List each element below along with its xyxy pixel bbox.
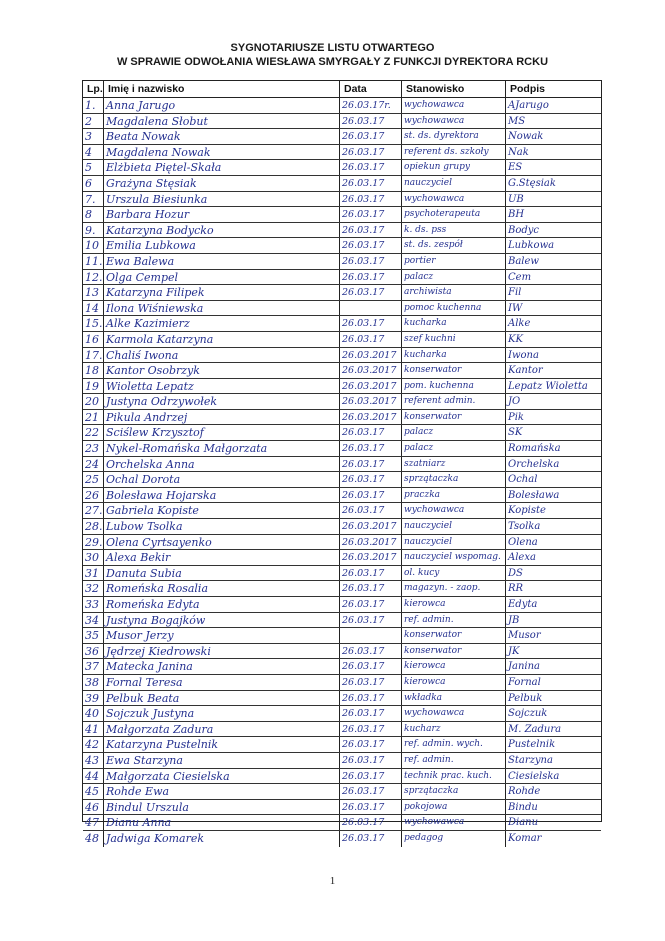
cell-date: 26.03.17 xyxy=(340,129,402,144)
table-row xyxy=(83,753,601,769)
cell-lp: 12. xyxy=(85,270,103,284)
cell-date: 26.03.17 xyxy=(340,753,402,768)
header-signature: Podpis xyxy=(510,83,546,95)
table-row xyxy=(83,815,601,831)
cell-signature: Bodyc xyxy=(508,224,540,236)
table-row xyxy=(83,784,601,800)
cell-date: 26.03.17 xyxy=(340,566,402,581)
cell-lp: 1. xyxy=(83,98,104,113)
cell-date: 26.03.17 xyxy=(340,285,402,300)
cell-lp: 39 xyxy=(83,691,104,706)
cell-lp: 43 xyxy=(83,753,104,768)
cell-name: Lubow Tsolka xyxy=(104,519,340,534)
cell-lp: 36 xyxy=(83,644,104,659)
table-row xyxy=(83,659,601,675)
table-row xyxy=(83,488,601,504)
table-row xyxy=(83,192,601,208)
cell-lp: 24 xyxy=(83,457,104,472)
table-row xyxy=(83,410,601,426)
table-row xyxy=(83,129,601,145)
table-row xyxy=(83,285,601,301)
cell-date: 26.03.17 xyxy=(340,472,402,487)
cell-position: opiekun grupy xyxy=(402,160,506,175)
signatories-table xyxy=(82,80,602,845)
cell-name: Bolesława Hojarska xyxy=(104,488,340,503)
cell-date: 26.03.17 xyxy=(340,223,402,238)
cell-signature: Ciesielska xyxy=(508,770,560,782)
cell-position: sprzątaczka xyxy=(402,472,506,487)
cell-position: psychoterapeuta xyxy=(402,207,506,222)
cell-signature: Pik xyxy=(508,411,524,423)
table-row xyxy=(83,223,601,239)
cell-signature: Lepatz Wioletta xyxy=(508,380,588,392)
cell-lp: 48 xyxy=(83,831,104,847)
table-row xyxy=(83,332,601,348)
table-header xyxy=(83,81,601,98)
cell-name: Kantor Osobrzyk xyxy=(104,363,340,378)
table-row xyxy=(83,675,601,691)
table-row xyxy=(83,176,601,192)
table-row xyxy=(83,628,601,644)
cell-lp: 3 xyxy=(83,129,104,144)
cell-signature: Nowak xyxy=(508,131,544,143)
cell-lp: 18 xyxy=(83,363,104,378)
table-row xyxy=(83,566,601,582)
cell-lp: 44 xyxy=(83,769,104,784)
cell-name: Orchelska Anna xyxy=(104,457,340,472)
cell-name: Katarzyna Filipek xyxy=(104,285,340,300)
cell-date: 26.03.2017 xyxy=(340,379,402,394)
cell-position: wychowawca xyxy=(402,192,506,207)
cell-position: k. ds. pss xyxy=(402,223,506,238)
cell-signature: MS xyxy=(508,115,526,127)
table-row xyxy=(83,114,601,130)
cell-date: 26.03.17 xyxy=(340,831,402,847)
header-date: Data xyxy=(340,81,402,97)
cell-date: 26.03.17 xyxy=(340,114,402,129)
cell-position: palacz xyxy=(402,425,506,440)
cell-signature: Fil xyxy=(508,287,522,299)
cell-lp: 20 xyxy=(83,394,104,409)
cell-position: konserwator xyxy=(402,363,506,378)
cell-signature: Alke xyxy=(508,318,531,330)
cell-lp: 25 xyxy=(83,472,104,487)
table-row xyxy=(83,98,601,114)
cell-signature: Rohde xyxy=(508,786,541,798)
table-row xyxy=(83,457,601,473)
cell-name: Pelbuk Beata xyxy=(104,691,340,706)
cell-date: 26.03.17 xyxy=(340,207,402,222)
cell-date: 26.03.17 xyxy=(340,769,402,784)
cell-lp: 42 xyxy=(83,737,104,752)
cell-signature: JB xyxy=(508,614,520,626)
cell-date: 26.03.17 xyxy=(340,503,402,518)
cell-date: 26.03.17 xyxy=(340,192,402,207)
cell-signature: Nak xyxy=(508,146,529,158)
table-row xyxy=(83,425,601,441)
table-row xyxy=(83,270,601,286)
cell-date: 26.03.17 xyxy=(340,800,402,815)
cell-date: 26.03.17 xyxy=(340,659,402,674)
cell-position: st. ds. zespół xyxy=(402,238,506,253)
cell-position: pedagog xyxy=(402,831,506,847)
cell-signature: Janina xyxy=(508,661,541,673)
cell-signature: G.Stęsiak xyxy=(508,177,556,189)
cell-signature: Iwona xyxy=(508,349,539,361)
cell-lp: 5 xyxy=(83,160,104,175)
cell-name: Bindul Urszula xyxy=(104,800,340,815)
cell-position: sprzątaczka xyxy=(402,784,506,799)
cell-date: 26.03.17 xyxy=(340,332,402,347)
cell-name: Jadwiga Komarek xyxy=(104,831,340,847)
cell-date: 26.03.17 xyxy=(340,238,402,253)
cell-signature: Komar xyxy=(508,832,542,844)
cell-date xyxy=(340,628,402,643)
cell-lp: 23 xyxy=(83,441,104,456)
cell-date: 26.03.17 xyxy=(340,675,402,690)
cell-position: kierowca xyxy=(402,597,506,612)
cell-name: Alke Kazimierz xyxy=(104,316,340,331)
cell-date: 26.03.17 xyxy=(340,691,402,706)
cell-lp: 19 xyxy=(83,379,104,394)
cell-position: konserwator xyxy=(402,628,506,643)
table-row xyxy=(83,145,601,161)
cell-lp: 10 xyxy=(83,238,104,253)
cell-signature: ES xyxy=(508,162,523,174)
table-row xyxy=(83,160,601,176)
cell-lp: 40 xyxy=(83,706,104,721)
cell-signature: AJarugo xyxy=(508,100,549,111)
cell-signature: IW xyxy=(508,302,523,314)
cell-name: Matecka Janina xyxy=(104,659,340,674)
cell-signature: Pustelnik xyxy=(508,739,556,751)
cell-position: magazyn. - zaop. xyxy=(402,581,506,596)
table-row xyxy=(83,800,601,816)
cell-position: wychowawca xyxy=(402,815,506,830)
cell-position: wychowawca xyxy=(402,114,506,129)
cell-lp: 8 xyxy=(83,207,104,222)
cell-date: 26.03.17 xyxy=(340,160,402,175)
cell-name: Romeńska Edyta xyxy=(104,597,340,612)
cell-name: Fornal Teresa xyxy=(104,675,340,690)
table-row xyxy=(83,722,601,738)
cell-position: referent ds. szkoły xyxy=(402,145,506,160)
cell-position: pomoc kuchenna xyxy=(402,301,506,316)
header-name: Imię i nazwisko xyxy=(104,81,340,97)
cell-position: pom. kuchenna xyxy=(402,379,506,394)
cell-position: ref. admin. wych. xyxy=(402,737,506,752)
table-row xyxy=(83,379,601,395)
cell-signature: Bindu xyxy=(508,801,538,813)
cell-position: ref. admin. xyxy=(402,753,506,768)
cell-position: archiwista xyxy=(402,285,506,300)
cell-position: kierowca xyxy=(402,675,506,690)
cell-name: Olena Cyrtsayenko xyxy=(104,535,340,550)
cell-position: kucharka xyxy=(402,348,506,363)
cell-name: Dianu Anna xyxy=(104,815,340,830)
cell-name: Olga Cempel xyxy=(104,270,340,285)
cell-signature: Sojczuk xyxy=(508,708,548,720)
cell-position: portier xyxy=(402,254,506,269)
cell-lp: 17. xyxy=(85,348,103,362)
table-row xyxy=(83,613,601,629)
cell-position: ref. admin. xyxy=(402,613,506,628)
table-row xyxy=(83,769,601,785)
cell-name: Ewa Starzyna xyxy=(104,753,340,768)
cell-signature: BH xyxy=(508,209,525,221)
cell-position: palacz xyxy=(402,441,506,456)
cell-lp: 35 xyxy=(83,628,104,643)
header-position: Stanowisko xyxy=(402,81,506,97)
cell-position: konserwator xyxy=(402,410,506,425)
cell-signature: Tsolka xyxy=(508,521,541,533)
cell-name: Grażyna Stęsiak xyxy=(104,176,340,191)
cell-name: Ochal Dorota xyxy=(104,472,340,487)
cell-date: 26.03.17 xyxy=(340,706,402,721)
cell-position: kierowca xyxy=(402,659,506,674)
table-row xyxy=(83,706,601,722)
cell-date: 26.03.17 xyxy=(340,644,402,659)
cell-lp: 4 xyxy=(83,145,104,160)
cell-lp: 7. xyxy=(83,192,104,207)
cell-position: pokojowa xyxy=(402,800,506,815)
cell-date: 26.03.2017 xyxy=(340,348,402,363)
cell-name: Katarzyna Bodycko xyxy=(104,223,340,238)
table-row xyxy=(83,348,601,364)
cell-name: Chaliś Iwona xyxy=(104,348,340,363)
table-body xyxy=(83,98,601,847)
cell-name: Rohde Ewa xyxy=(104,784,340,799)
cell-lp: 27. xyxy=(85,504,103,518)
cell-lp: 14 xyxy=(83,301,104,316)
cell-date: 26.03.17 xyxy=(340,145,402,160)
cell-signature: Pelbuk xyxy=(508,692,543,704)
cell-position: kucharka xyxy=(402,316,506,331)
table-row xyxy=(83,394,601,410)
cell-lp: 16 xyxy=(83,332,104,347)
cell-lp: 21 xyxy=(83,410,104,425)
cell-name: Małgorzata Ciesielska xyxy=(104,769,340,784)
cell-name: Justyna Odrzywołek xyxy=(104,394,340,409)
cell-lp: 37 xyxy=(83,659,104,674)
cell-name: Gabriela Kopiste xyxy=(104,503,340,518)
cell-position: st. ds. dyrektora xyxy=(402,129,506,144)
cell-signature: KK xyxy=(508,333,523,345)
cell-signature: Kopiste xyxy=(508,505,546,517)
cell-signature: Alexa xyxy=(508,552,536,564)
table-row xyxy=(83,519,601,535)
table-row xyxy=(83,644,601,660)
table-row xyxy=(83,737,601,753)
table-row xyxy=(83,441,601,457)
cell-position: praczka xyxy=(402,488,506,503)
cell-date: 26.03.17 xyxy=(340,488,402,503)
cell-lp: 2 xyxy=(83,114,104,129)
cell-lp: 26 xyxy=(83,488,104,503)
table-row xyxy=(83,207,601,223)
cell-name: Ilona Wiśniewska xyxy=(104,301,340,316)
cell-lp: 13 xyxy=(83,285,104,300)
cell-signature: Bolesława xyxy=(508,489,560,501)
cell-name: Magdalena Słobut xyxy=(104,114,340,129)
table-row xyxy=(83,503,601,519)
cell-position: palacz xyxy=(402,270,506,285)
cell-lp: 29. xyxy=(85,535,103,549)
cell-name: Magdalena Nowak xyxy=(104,145,340,160)
table-row xyxy=(83,581,601,597)
cell-name: Pikula Andrzej xyxy=(104,410,340,425)
cell-date: 26.03.2017 xyxy=(340,550,402,565)
cell-signature: Cem xyxy=(508,271,532,283)
table-row xyxy=(83,254,601,270)
table-row xyxy=(83,550,601,566)
cell-signature: Romańska xyxy=(508,443,561,455)
cell-position: wychowawca xyxy=(402,98,506,113)
cell-lp: 30 xyxy=(83,550,104,565)
cell-name: Urszula Biesiunka xyxy=(104,192,340,207)
cell-date: 26.03.2017 xyxy=(340,394,402,409)
cell-position: wychowawca xyxy=(402,706,506,721)
cell-name: Beata Nowak xyxy=(104,129,340,144)
cell-signature: Orchelska xyxy=(508,458,560,470)
cell-name: Wioletta Lepatz xyxy=(104,379,340,394)
cell-name: Barbara Hozur xyxy=(104,207,340,222)
cell-date: 26.03.17 xyxy=(340,815,402,830)
cell-position: referent admin. xyxy=(402,394,506,409)
table-row xyxy=(83,597,601,613)
cell-lp: 32 xyxy=(83,581,104,596)
cell-position: szatniarz xyxy=(402,457,506,472)
cell-signature: Ochal xyxy=(508,474,538,486)
cell-lp: 34 xyxy=(83,613,104,628)
cell-date: 26.03.2017 xyxy=(340,363,402,378)
cell-date: 26.03.17 xyxy=(340,722,402,737)
cell-signature: Musor xyxy=(508,630,541,642)
cell-signature: SK xyxy=(508,427,523,439)
cell-signature: JO xyxy=(508,396,521,408)
cell-signature: DS xyxy=(508,567,523,579)
cell-lp: 15. xyxy=(85,317,103,331)
cell-lp: 41 xyxy=(83,722,104,737)
cell-name: Katarzyna Pustelnik xyxy=(104,737,340,752)
cell-signature: Olena xyxy=(508,536,538,548)
cell-signature: Fornal xyxy=(508,676,541,688)
cell-lp: 31 xyxy=(83,566,104,581)
cell-date: 26.03.17 xyxy=(340,613,402,628)
cell-position: nauczyciel xyxy=(402,176,506,191)
cell-signature: Edyta xyxy=(508,599,538,610)
cell-lp: 45 xyxy=(83,784,104,799)
cell-name: Sojczuk Justyna xyxy=(104,706,340,721)
cell-name: Ewa Balewa xyxy=(104,254,340,269)
table-row xyxy=(83,472,601,488)
cell-position: nauczyciel xyxy=(402,519,506,534)
cell-lp: 47 xyxy=(83,815,104,830)
table-row xyxy=(83,691,601,707)
cell-date: 26.03.17 xyxy=(340,441,402,456)
cell-signature: JK xyxy=(508,645,520,657)
table-row xyxy=(83,301,601,317)
cell-signature: Dianu xyxy=(508,817,539,829)
cell-date: 26.03.17 xyxy=(340,254,402,269)
cell-name: Danuta Subia xyxy=(104,566,340,581)
cell-date: 26.03.17r. xyxy=(340,98,402,113)
cell-date: 26.03.17 xyxy=(340,457,402,472)
cell-signature: Lubkowa xyxy=(508,240,555,252)
cell-signature: M. Zadura xyxy=(508,723,562,735)
cell-lp: 38 xyxy=(83,675,104,690)
cell-date: 26.03.17 xyxy=(340,176,402,191)
cell-date: 26.03.2017 xyxy=(340,410,402,425)
cell-lp: 6 xyxy=(83,176,104,191)
cell-position: konserwator xyxy=(402,644,506,659)
table-row xyxy=(83,363,601,379)
cell-name: Musor Jerzy xyxy=(104,628,340,643)
cell-position: szef kuchni xyxy=(402,332,506,347)
header-lp: Lp. xyxy=(83,81,104,97)
cell-name: Małgorzata Zadura xyxy=(104,722,340,737)
cell-position: nauczyciel wspomag. xyxy=(402,550,506,565)
cell-date: 26.03.17 xyxy=(340,737,402,752)
cell-name: Anna Jarugo xyxy=(104,98,340,113)
cell-lp: 11. xyxy=(85,254,103,268)
cell-signature: Kantor xyxy=(508,365,543,377)
document-title: SYGNOTARIUSZE LISTU OTWARTEGO xyxy=(230,42,435,54)
cell-name: Sciślew Krzysztof xyxy=(104,425,340,440)
cell-position: wkładka xyxy=(402,691,506,706)
cell-name: Elżbieta Piętel-Skała xyxy=(104,160,340,175)
cell-signature: UB xyxy=(508,193,524,205)
cell-date: 26.03.17 xyxy=(340,316,402,331)
cell-name: Nykel-Romańska Małgorzata xyxy=(104,441,340,456)
cell-position: ol. kucy xyxy=(402,566,506,581)
cell-date: 26.03.2017 xyxy=(340,535,402,550)
cell-date: 26.03.17 xyxy=(340,270,402,285)
table-row xyxy=(83,238,601,254)
cell-name: Jędrzej Kiedrowski xyxy=(104,644,340,659)
cell-position: kucharz xyxy=(402,722,506,737)
cell-lp: 33 xyxy=(83,597,104,612)
cell-date: 26.03.17 xyxy=(340,581,402,596)
cell-position: nauczyciel xyxy=(402,535,506,550)
cell-name: Emilia Lubkowa xyxy=(104,238,340,253)
cell-lp: 28. xyxy=(85,520,103,534)
cell-name: Alexa Bekir xyxy=(104,550,340,565)
cell-date: 26.03.17 xyxy=(340,597,402,612)
table-row xyxy=(83,535,601,551)
cell-date: 26.03.17 xyxy=(340,784,402,799)
table-row xyxy=(83,316,601,332)
cell-date xyxy=(340,301,402,316)
cell-signature: Balew xyxy=(508,255,539,267)
cell-date: 26.03.17 xyxy=(340,425,402,440)
cell-position: technik prac. kuch. xyxy=(402,769,506,784)
cell-signature: RR xyxy=(508,583,524,595)
cell-name: Justyna Bogajków xyxy=(104,613,340,628)
cell-lp: 9. xyxy=(83,223,104,238)
cell-lp: 46 xyxy=(83,800,104,815)
page-number: 1 xyxy=(329,875,336,887)
cell-position: wychowawca xyxy=(402,503,506,518)
cell-name: Romeńska Rosalia xyxy=(104,581,340,596)
cell-name: Karmola Katarzyna xyxy=(104,332,340,347)
cell-lp: 22 xyxy=(83,425,104,440)
document-subtitle: W SPRAWIE ODWOŁANIA WIESŁAWA SMYRGAŁY Z FUNKCJI DYREKTORA RCKU xyxy=(116,56,549,68)
cell-date: 26.03.2017 xyxy=(340,519,402,534)
table-row xyxy=(83,831,601,847)
cell-signature: Starzyna xyxy=(508,754,553,766)
